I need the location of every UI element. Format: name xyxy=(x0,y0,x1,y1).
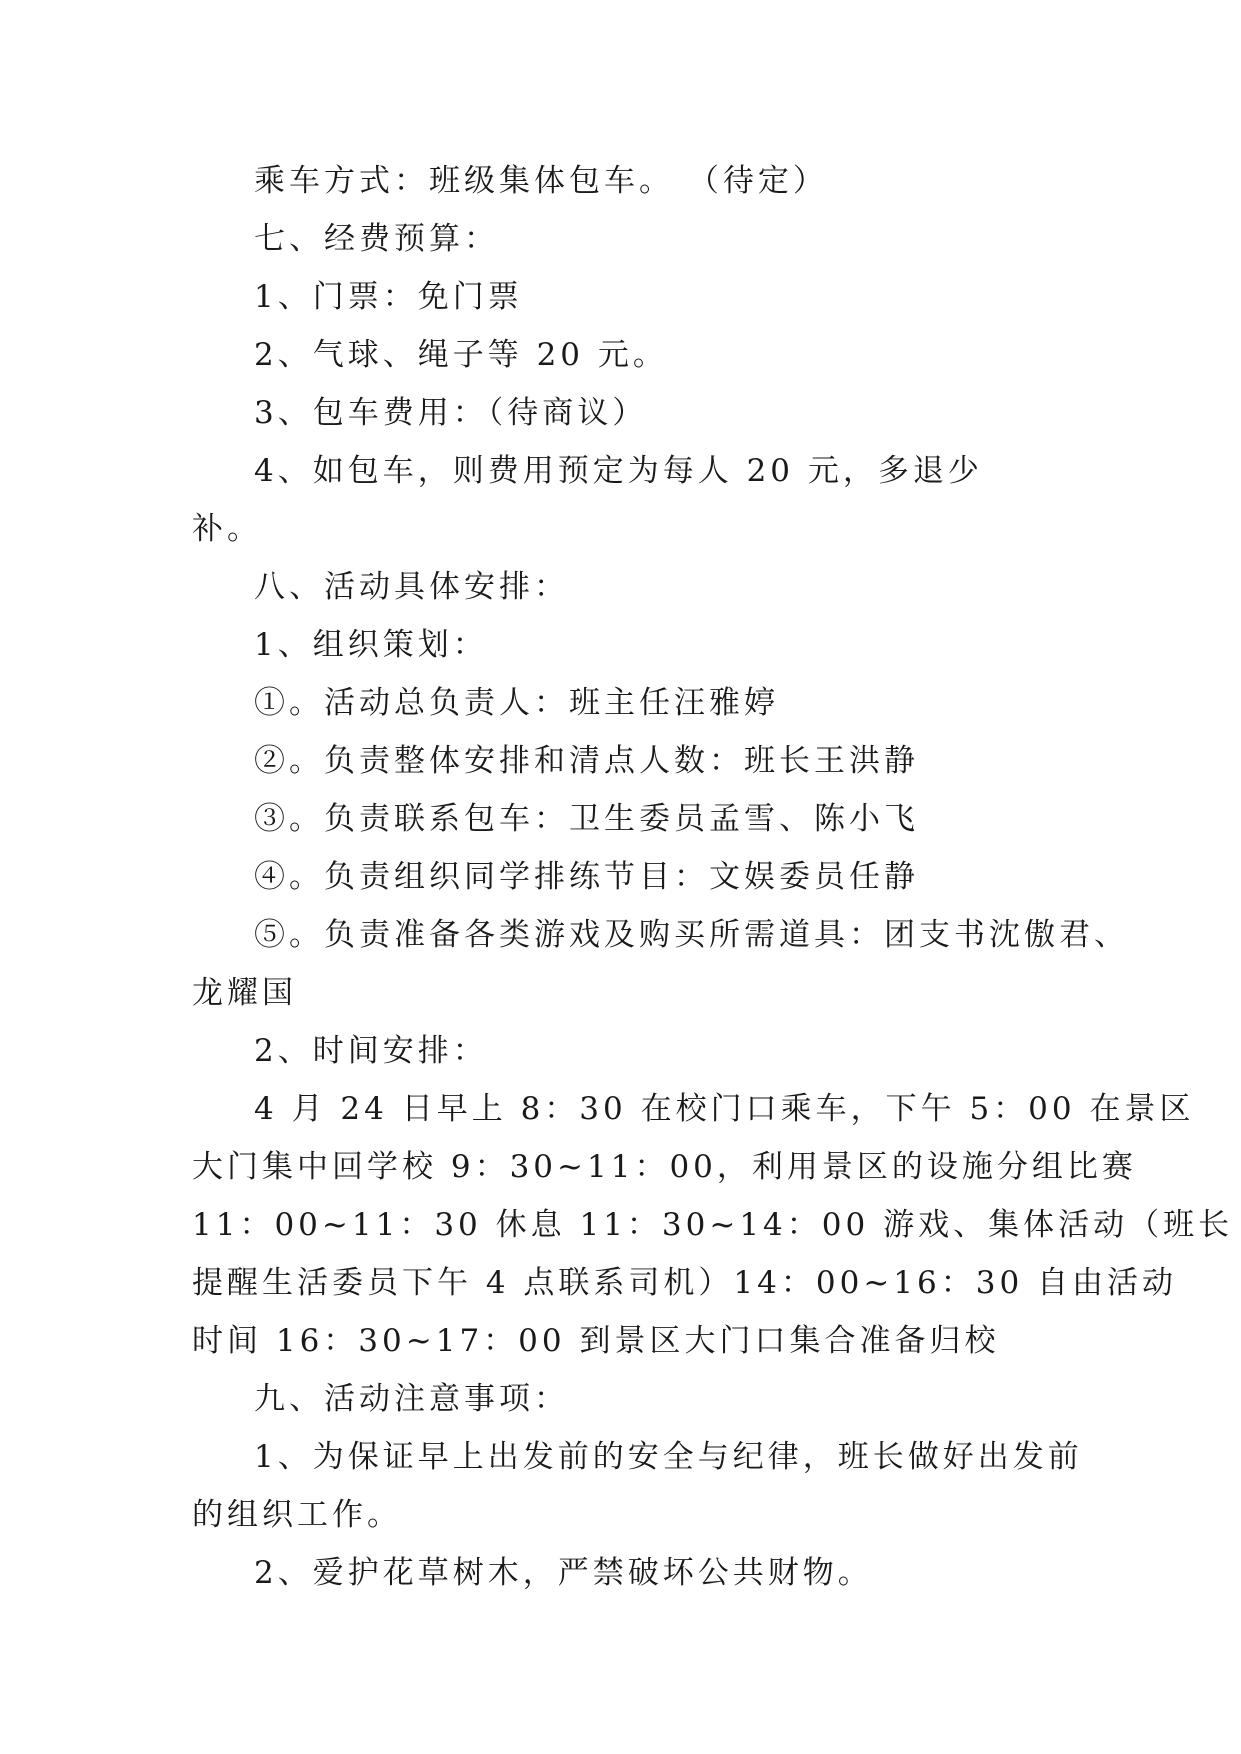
document-body xyxy=(192,152,1234,1602)
paragraph-role-2: ②。负责整体安排和清点人数：班长王洪静 xyxy=(254,743,919,779)
paragraph-role-5 xyxy=(192,906,1129,964)
paragraph-schedule xyxy=(192,1080,1195,1138)
paragraph-role-1: ①。活动总负责人：班主任汪雅婷 xyxy=(254,685,779,721)
paragraph-ticket: 1、门票：免门票 xyxy=(254,279,523,315)
role-5-line-2: 龙耀国 xyxy=(192,975,297,1011)
paragraph-balloons: 2、气球、绳子等 20 元。 xyxy=(254,337,668,373)
paragraph-role-3: ③。负责联系包车：卫生委员孟雪、陈小飞 xyxy=(254,801,919,837)
paragraph-role-5-cont xyxy=(192,964,1052,1022)
paragraph-transport: 乘车方式：班级集体包车。 （待定） xyxy=(254,163,828,199)
heading-arrangement: 八、活动具体安排： xyxy=(254,569,569,605)
heading-notes: 九、活动注意事项： xyxy=(254,1381,569,1417)
paragraph-bus-cost: 3、包车费用：（待商议） xyxy=(254,395,648,431)
schedule-line-1: 4 月 24 日早上 8：30 在校门口乘车，下午 5：00 在景区 xyxy=(254,1091,1195,1127)
paragraph-note-1-cont xyxy=(192,1486,1052,1544)
role-5-line-1: ⑤。负责准备各类游戏及购买所需道具：团支书沈傲君、 xyxy=(254,917,1129,953)
paragraph-note-1 xyxy=(192,1428,1083,1486)
schedule-line-4: 提醒生活委员下午 4 点联系司机）14：00~16：30 自由活动 xyxy=(192,1265,1178,1301)
schedule-line-3: 11：00~11：30 休息 11：30~14：00 游戏、集体活动（班长 xyxy=(192,1207,1234,1243)
note-1-line-2: 的组织工作。 xyxy=(192,1497,402,1533)
schedule-line-5: 时间 16：30~17：00 到景区大门口集合准备归校 xyxy=(192,1323,1000,1359)
paragraph-schedule-cont xyxy=(192,1138,1234,1370)
heading-time: 2、时间安排： xyxy=(254,1033,488,1069)
paragraph-note-2: 2、爱护花草树木，严禁破坏公共财物。 xyxy=(254,1555,873,1591)
heading-organization: 1、组织策划： xyxy=(254,627,488,663)
heading-budget: 七、经费预算： xyxy=(254,221,499,257)
schedule-line-2: 大门集中回学校 9：30~11：00，利用景区的设施分组比赛 xyxy=(192,1149,1137,1185)
paragraph-role-4: ④。负责组织同学排练节目：文娱委员任静 xyxy=(254,859,919,895)
paragraph-fee-per-person: 4、如包车，则费用预定为每人 20 元，多退少补。 xyxy=(192,453,983,547)
note-1-line-1: 1、为保证早上出发前的安全与纪律，班长做好出发前 xyxy=(254,1439,1083,1475)
